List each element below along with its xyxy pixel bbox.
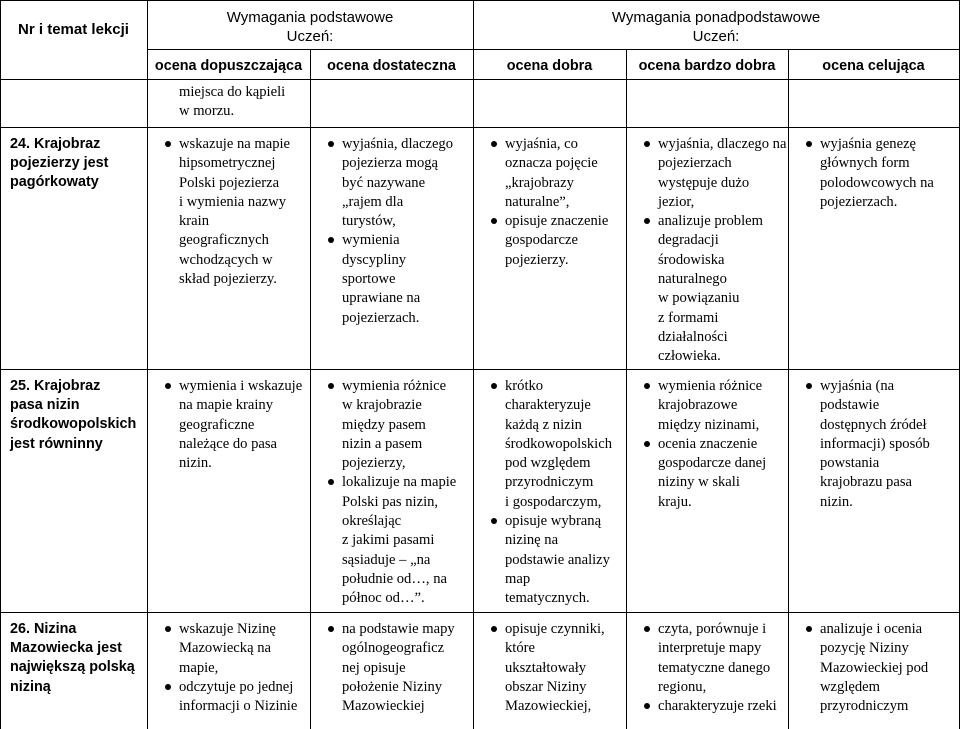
bullet-line: występuje dużo (658, 174, 750, 191)
header-advanced-title: Wymagania ponadpodstawowe (611, 9, 821, 26)
bullet-item (157, 377, 302, 473)
topic-line: 24. Krajobraz (10, 136, 101, 152)
bullet-item (320, 231, 453, 327)
bullet-list (483, 377, 612, 609)
bullet-line: „krajobrazy (505, 174, 574, 191)
grade-celujaca: ocena celująca (822, 58, 925, 74)
bullet-item (320, 377, 456, 473)
bullet-item (483, 135, 608, 212)
bullet-line: pod względem (505, 455, 591, 472)
bullet-line: analizuje problem (658, 213, 763, 230)
bullet-line: mapie, (179, 659, 219, 676)
bullet-line: być nazywane (342, 174, 426, 191)
bullet-item (320, 620, 455, 716)
bullet-line: wyjaśnia, dlaczego (342, 136, 454, 152)
cell-r26-dopuszczajaca (157, 620, 297, 716)
header-divider (147, 49, 959, 50)
bullet-line: wyjaśnia, co (505, 136, 578, 152)
bullet-line: na podstawie mapy (342, 621, 455, 637)
bullet-line: pojezierzach. (342, 309, 420, 326)
bullet-line: północ od…”. (342, 590, 425, 607)
cell-r26-dobra (483, 620, 605, 716)
topic-line: pojezierzy jest (10, 155, 109, 172)
grade-bardzo-dobra: ocena bardzo dobra (638, 58, 776, 74)
bullet-line: geograficznych (179, 232, 269, 249)
bullet-item (483, 512, 612, 608)
cell-r25-dopuszczajaca (157, 377, 302, 473)
column-divider (310, 49, 311, 729)
bullet-line: Polski pojezierza (179, 174, 280, 191)
bullet-line: położenie Niziny (342, 678, 443, 695)
bullet-line: skład pojezierzy. (179, 271, 277, 288)
topic-line: niziną (10, 678, 51, 695)
bullet-line: tematycznych. (505, 590, 590, 607)
bullet-line: wymienia różnice (342, 378, 447, 394)
bullet-list (320, 377, 456, 609)
topic-24 (10, 135, 108, 193)
cell-r24-dostateczna (320, 135, 453, 328)
header-bottom-line (0, 79, 960, 80)
bullet-line: Polski pas nizin, (342, 493, 439, 510)
bullet-line: wymienia (342, 232, 400, 249)
row-divider (0, 369, 960, 370)
bullet-line: środkowopolskich (505, 435, 613, 452)
bullet-line: niziny w skali (658, 474, 740, 491)
bullet-line: dyscypliny (342, 251, 407, 268)
bullet-line: Mazowiecką na (179, 640, 271, 657)
bullet-line: obszar Niziny (505, 678, 587, 695)
bullet-line: pojezierzach. (820, 193, 898, 210)
cell-r24-bardzo-dobra (636, 135, 786, 367)
table-border-left (0, 0, 1, 729)
bullet-line: tematyczne danego (658, 659, 771, 676)
bullet-line: pozycję Niziny (820, 640, 909, 657)
bullet-line: informacji) sposób (820, 435, 930, 452)
bullet-line: charakteryzuje (505, 397, 591, 414)
bullet-line: czyta, porównuje i (658, 621, 767, 637)
bullet-line: oznacza pojęcie (505, 155, 598, 172)
bullet-item (636, 620, 777, 697)
cell-r25-bardzo-dobra (636, 377, 766, 512)
bullet-item (636, 212, 786, 366)
bullet-list (798, 135, 934, 212)
topic-line: Mazowiecka jest (10, 640, 122, 657)
bullet-line: między pasem (342, 416, 426, 433)
bullet-list (636, 135, 786, 367)
bullet-line: degradacji (658, 232, 719, 249)
bullet-line: opisuje znaczenie (505, 213, 609, 230)
bullet-line: dostępnych źródeł (820, 416, 927, 433)
bullet-line: Mazowieckiej, (505, 698, 592, 715)
bullet-line: opisuje czynniki, (505, 621, 605, 637)
bullet-line: pojezierzach (658, 155, 732, 172)
bullet-line: wchodzących w (179, 251, 273, 268)
row-divider (0, 127, 960, 128)
bullet-list (157, 377, 302, 473)
bullet-line: Mazowieckiej pod (820, 659, 929, 676)
cell-r26-dostateczna (320, 620, 455, 716)
header-basic-title: Wymagania podstawowe (226, 9, 394, 26)
bullet-line: człowieka. (658, 348, 721, 365)
bullet-item (157, 135, 290, 289)
bullet-item (636, 697, 777, 716)
bullet-line: w krajobrazie (342, 397, 422, 414)
bullet-line: naturalne”, (505, 193, 570, 210)
bullet-line: z formami (658, 309, 719, 326)
header-advanced-sub: Uczeń: (692, 28, 740, 45)
bullet-line: środowiska (658, 251, 725, 268)
bullet-line: przyrodniczym (505, 474, 594, 491)
cell-r25-celujaca (798, 377, 930, 512)
bullet-line: wyjaśnia genezę (820, 136, 917, 152)
grade-dobra: ocena dobra (506, 58, 593, 74)
header-basic-sub: Uczeń: (286, 28, 334, 45)
bullet-list (320, 620, 455, 716)
bullet-list (636, 620, 777, 716)
bullet-line: krajobrazowe (658, 397, 738, 414)
bullet-line: ocenia znaczenie (658, 435, 758, 452)
bullet-item (798, 377, 930, 512)
cell-r26-celujaca (798, 620, 928, 716)
bullet-line: sąsiaduje – „na (342, 551, 431, 568)
bullet-line: należące do pasa (179, 435, 278, 452)
bullet-line: w powiązaniu (658, 290, 740, 307)
bullet-line: wyjaśnia (na (820, 378, 895, 394)
row-divider (0, 612, 960, 613)
column-divider (626, 49, 627, 729)
bullet-list (157, 620, 297, 716)
bullet-list (798, 620, 928, 716)
bullet-item (157, 620, 297, 678)
bullet-line: map (505, 570, 531, 587)
cell-r25-dostateczna (320, 377, 456, 609)
topic-line: jest równinny (10, 435, 103, 452)
table-border-top (0, 0, 960, 1)
bullet-line: nizin a pasem (342, 435, 423, 452)
bullet-line: krain (179, 213, 209, 230)
bullet-line: działalności (658, 328, 728, 345)
bullet-line: nej opisuje (342, 659, 406, 676)
bullet-list (157, 135, 290, 289)
topic-line: pasa nizin (10, 397, 80, 414)
bullet-line: ogólnogeograficz (342, 640, 445, 657)
topic-line: środkowopolskich (10, 416, 137, 433)
bullet-line: ukształtowały (505, 659, 587, 676)
bullet-line: każdą z nizin (505, 416, 582, 433)
column-divider (788, 49, 789, 729)
bullet-line: sportowe (342, 271, 396, 288)
bullet-line: charakteryzuje rzeki (658, 698, 777, 715)
bullet-item (483, 377, 612, 512)
bullet-line: nizinę na (505, 532, 559, 549)
bullet-item (636, 435, 766, 512)
bullet-line: kraju. (658, 493, 692, 510)
bullet-line: polodowcowych na (820, 174, 934, 191)
bullet-list (798, 377, 930, 512)
bullet-item (320, 473, 456, 608)
cell-r24-celujaca (798, 135, 934, 212)
bullet-line: gospodarcze danej (658, 455, 767, 472)
topic-26 (10, 620, 135, 697)
bullet-line: pojezierza mogą (342, 155, 439, 172)
bullet-line: podstawie analizy (505, 551, 610, 568)
topic-25 (10, 377, 136, 454)
bullet-line: głównych form (820, 155, 910, 172)
bullet-item (798, 135, 934, 212)
continuation-line: miejsca do kąpieli (179, 84, 286, 100)
bullet-line: krótko (505, 378, 544, 394)
bullet-line: opisuje wybraną (505, 513, 602, 530)
cell-r24-dobra (483, 135, 608, 270)
column-divider (147, 0, 148, 729)
bullet-line: pojezierzy. (505, 251, 569, 268)
grade-dostateczna: ocena dostateczna (327, 58, 456, 74)
bullet-line: odczytuje po jednej (179, 678, 294, 695)
bullet-item (636, 377, 766, 435)
bullet-line: między nizinami, (658, 416, 760, 433)
bullet-line: geograficzne (179, 416, 255, 433)
bullet-line: regionu, (658, 678, 707, 695)
bullet-line: i wymienia nazwy (179, 193, 286, 210)
bullet-line: krajobrazu pasa (820, 474, 912, 491)
continuation-text (179, 83, 285, 122)
bullet-line: turystów, (342, 213, 396, 230)
bullet-list (483, 620, 605, 716)
bullet-line: interpretuje mapy (658, 640, 762, 657)
bullet-line: „rajem dla (342, 193, 404, 210)
bullet-line: wyjaśnia, dlaczego na (658, 136, 787, 152)
bullet-item (157, 678, 297, 717)
bullet-item (798, 620, 928, 716)
bullet-line: i gospodarczym, (505, 493, 602, 510)
bullet-item (483, 620, 605, 716)
header-topic: Nr i temat lekcji (18, 21, 129, 38)
bullet-line: Mazowieckiej (342, 698, 425, 715)
bullet-line: pojezierzy, (342, 455, 406, 472)
bullet-line: nizin. (820, 493, 853, 510)
topic-line: pagórkowaty (10, 174, 99, 191)
bullet-item (320, 135, 453, 231)
grade-dopuszczajaca: ocena dopuszczająca (154, 58, 303, 74)
bullet-line: wskazuje Nizinę (179, 621, 276, 637)
continuation-line: w morzu. (179, 103, 235, 120)
bullet-line: wymienia różnice (658, 378, 763, 394)
bullet-line: wymienia i wskazuje (179, 378, 303, 394)
bullet-line: podstawie (820, 397, 880, 414)
cell-r24-dopuszczajaca (157, 135, 290, 289)
bullet-line: naturalnego (658, 271, 727, 288)
bullet-line: hipsometrycznej (179, 155, 276, 172)
bullet-line: informacji o Nizinie (179, 698, 298, 715)
bullet-list (483, 135, 608, 270)
bullet-line: południe od…, na (342, 570, 447, 587)
topic-line: 26. Nizina (10, 621, 77, 637)
cell-r25-dobra (483, 377, 612, 609)
column-divider (473, 0, 474, 729)
bullet-line: analizuje i ocenia (820, 621, 923, 637)
bullet-line: nizin. (179, 455, 212, 472)
cell-r26-bardzo-dobra (636, 620, 777, 716)
bullet-line: lokalizuje na mapie (342, 474, 457, 491)
bullet-list (320, 135, 453, 328)
bullet-line: względem (820, 678, 880, 695)
bullet-line: przyrodniczym (820, 698, 909, 715)
bullet-item (483, 212, 608, 270)
bullet-list (636, 377, 766, 512)
bullet-line: z jakimi pasami (342, 532, 435, 549)
topic-line: 25. Krajobraz (10, 378, 101, 394)
bullet-line: uprawiane na (342, 290, 421, 307)
bullet-line: powstania (820, 455, 880, 472)
bullet-item (636, 135, 786, 212)
bullet-line: określając (342, 513, 402, 530)
bullet-line: które (505, 640, 535, 657)
bullet-line: gospodarcze (505, 232, 578, 249)
bullet-line: jezior, (658, 193, 695, 210)
bullet-line: wskazuje na mapie (179, 136, 291, 152)
bullet-line: na mapie krainy (179, 397, 274, 414)
topic-line: największą polską (10, 659, 135, 676)
